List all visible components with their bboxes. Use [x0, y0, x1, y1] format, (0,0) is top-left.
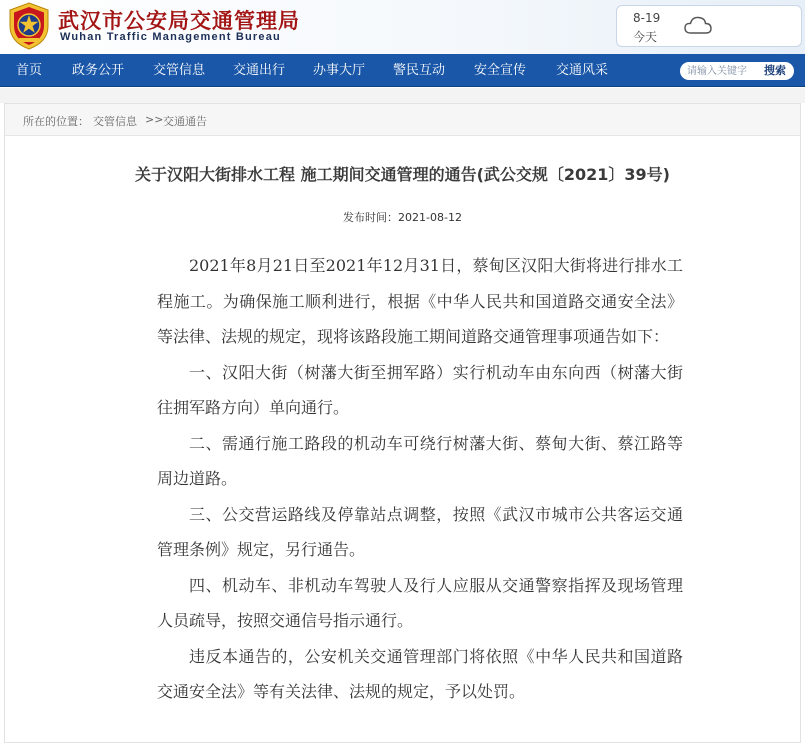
publish-info [5, 209, 800, 225]
article-container [4, 103, 801, 743]
breadcrumb-separator: >> [145, 113, 164, 126]
search-button[interactable]: 搜索 [764, 62, 786, 80]
nav-government-affairs[interactable]: 政务公开 [72, 63, 125, 78]
main-nav [0, 54, 805, 87]
search-box [680, 62, 794, 80]
nav-police-interaction[interactable]: 警民互动 [393, 63, 446, 78]
publish-date: 2021-08-12 [398, 211, 462, 224]
nav-home[interactable]: 首页 [16, 63, 43, 78]
publish-label: 发布时间： [343, 211, 399, 224]
nav-traffic-style[interactable]: 交通风采 [556, 63, 609, 78]
nav-service-hall[interactable]: 办事大厅 [313, 63, 366, 78]
nav-traffic-info[interactable]: 交管信息 [153, 63, 206, 78]
breadcrumb-prefix: 所在的位置： [23, 115, 89, 128]
site-title: 武汉市公安局交通管理局 [58, 8, 300, 33]
article-title: 关于汉阳大街排水工程 施工期间交通管理的通告(武公交规〔2021〕39号) [135, 165, 670, 184]
cloud-icon [683, 14, 713, 36]
weather-day: 今天 [633, 30, 658, 44]
nav-travel[interactable]: 交通出行 [233, 63, 286, 78]
police-emblem-icon[interactable] [6, 2, 52, 50]
weather-date: 8-19 [633, 11, 661, 25]
site-header [0, 0, 805, 54]
search-input[interactable] [680, 62, 762, 80]
weather-widget [616, 5, 802, 47]
nav-safety-promotion[interactable]: 安全宣传 [474, 63, 527, 78]
article-paragraph: 2021年8月21日至2021年12月31日，蔡甸区汉阳大街将进行排水工程施工。为确保施工顺利进行，根据《中华人民共和国道路交通安全法》等法律、法规的规定，现将该路段施工期间道路交通管理事项通告如下： [157, 256, 683, 346]
page-gap [0, 88, 805, 103]
article-paragraph: 三、公交营运路线及停靠站点调整，按照《武汉市城市公共客运交通管理条例》规定，另行通告。 [157, 504, 683, 559]
article-paragraph: 二、需通行施工路段的机动车可绕行树藩大街、蔡甸大街、蔡江路等周边道路。 [157, 433, 683, 488]
breadcrumb-current-link[interactable]: 交通通告 [163, 115, 207, 128]
breadcrumb [5, 104, 800, 136]
site-subtitle: Wuhan Traffic Management Bureau [60, 31, 281, 43]
article-body [157, 248, 683, 710]
article-paragraph: 一、汉阳大街（树藩大街至拥军路）实行机动车由东向西（树藩大街往拥军路方向）单向通行。 [157, 362, 683, 417]
breadcrumb-section-link[interactable]: 交管信息 [93, 115, 137, 128]
article-paragraph: 四、机动车、非机动车驾驶人及行人应服从交通警察指挥及现场管理人员疏导，按照交通信号指示通行。 [157, 575, 683, 630]
article-paragraph: 违反本通告的，公安机关交通管理部门将依照《中华人民共和国道路交通安全法》等有关法律、法规的规定，予以处罚。 [157, 646, 683, 701]
